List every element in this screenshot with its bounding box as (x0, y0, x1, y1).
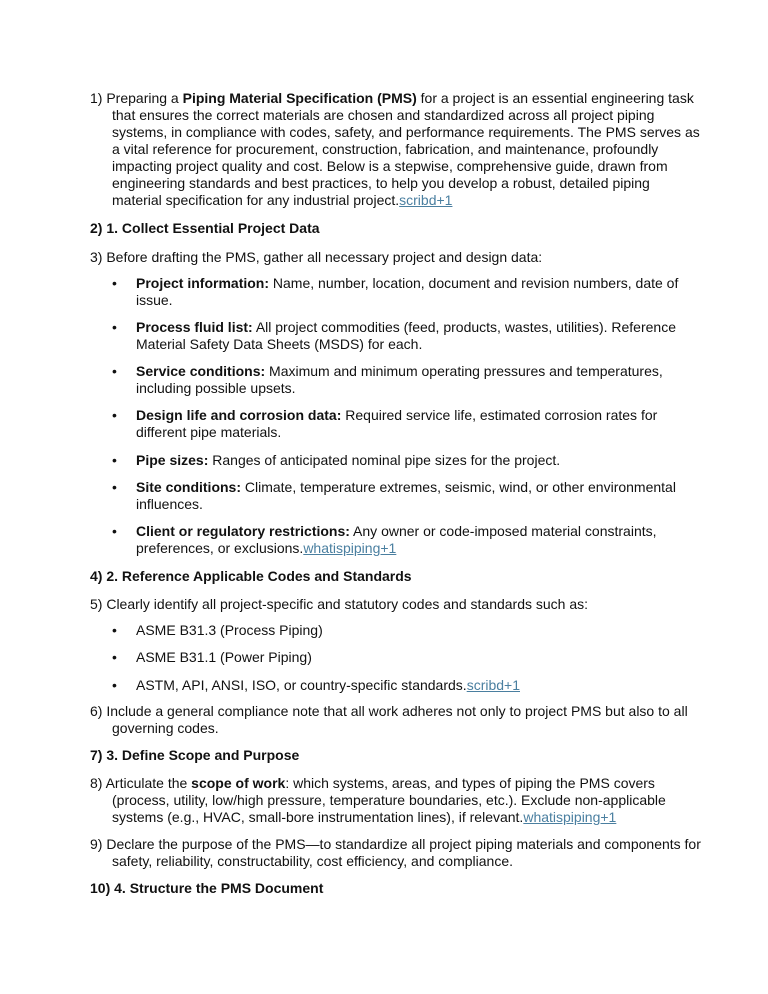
paragraph-1-prefix: 1) Preparing a (90, 90, 183, 106)
paragraph-1-text: for a project is an essential engineering task that ensures the correct materials are chosen and standardized across all project piping systems, in compliance with codes, safety, and performance requirements. The PMS serves as a vital reference for procurement, construction, fabrication, and maintenance, profoundly impacting project quality and cost. Below is a stepwise, comprehensive guide, drawn from engineering standards and best practices, to help you develop a robust, detailed piping material specification for any industrial project. (112, 90, 700, 208)
list-item (90, 275, 696, 309)
list-item (90, 677, 696, 694)
bullet-icon: • (112, 622, 117, 638)
bullet-icon: • (112, 677, 117, 693)
heading-4: 4) 2. Reference Applicable Codes and Standards (90, 568, 412, 584)
list-item-text: Required service life, estimated corrosion rates for different pipe materials. (136, 407, 658, 440)
list-item-text: All project commodities (feed, products, wastes, utilities). Reference Material Safety Data Sheets (MSDS) for each. (136, 319, 676, 352)
bullet-icon: • (112, 479, 117, 495)
paragraph-1-bold: Piping Material Specification (PMS) (182, 90, 417, 106)
list-item-bold: Pipe sizes: (136, 452, 209, 468)
paragraph-8-prefix: 8) Articulate the (90, 775, 192, 791)
paragraph-1-citation-link[interactable]: scribd+1 (399, 192, 453, 208)
list-item-bold: Design life and corrosion data: (136, 407, 342, 423)
list-item-bold: Client or regulatory restrictions: (136, 523, 350, 539)
list-item (90, 407, 696, 441)
list-item-text: ASME B31.3 (Process Piping) (136, 622, 323, 638)
bullet-icon: • (112, 319, 117, 335)
paragraph-8-text: : which systems, areas, and types of piping the PMS covers (process, utility, low/high pressure, temperature boundaries, etc.). Exclude non-applicable systems (e.g., HVAC, small-bore instrumentation lines), if relevant. (112, 775, 666, 825)
paragraph-5: 5) Clearly identify all project-specific and statutory codes and standards such as: (90, 596, 589, 612)
list-item (90, 319, 696, 353)
paragraph-8-bold: scope of work (191, 775, 286, 791)
list-item-text: Climate, temperature extremes, seismic, wind, or other environmental influences. (136, 479, 676, 512)
list-item-bold: Process fluid list: (136, 319, 253, 335)
list-item-bold: Service conditions: (136, 363, 266, 379)
list-item (90, 363, 696, 397)
list-item (90, 523, 696, 557)
bullet-icon: • (112, 407, 117, 423)
bullet-icon: • (112, 452, 117, 468)
heading-2: 2) 1. Collect Essential Project Data (90, 220, 320, 236)
paragraph-6: 6) Include a general compliance note that all work adheres not only to project PMS but also to all governing codes. (90, 703, 688, 736)
list-item-text: Maximum and minimum operating pressures and temperatures, including possible upsets. (136, 363, 663, 396)
list-item-citation-link[interactable]: scribd+1 (466, 677, 520, 693)
heading-7: 7) 3. Define Scope and Purpose (90, 747, 300, 763)
list-item-bold: Site conditions: (136, 479, 241, 495)
list-item-text: Name, number, location, document and revision numbers, date of issue. (136, 275, 679, 308)
list-item-text: ASTM, API, ANSI, ISO, or country-specific standards. (136, 677, 467, 693)
paragraph-1 (90, 90, 702, 209)
bullet-icon: • (112, 275, 117, 291)
bullet-icon: • (112, 363, 117, 379)
list-item-bold: Project information: (136, 275, 270, 291)
paragraph-9: 9) Declare the purpose of the PMS—to standardize all project piping materials and components for safety, reliability, constructability, cost efficiency, and compliance. (90, 836, 701, 869)
list-item-text: Ranges of anticipated nominal pipe sizes for the project. (208, 452, 561, 468)
list-item (90, 622, 696, 639)
list-item-citation-link[interactable]: whatispiping+1 (303, 540, 397, 556)
paragraph-8 (90, 775, 702, 826)
list-item (90, 649, 696, 666)
bullet-icon: • (112, 523, 117, 539)
bullet-icon: • (112, 649, 117, 665)
list-item-text: Any owner or code-imposed material constraints, preferences, or exclusions. (136, 523, 657, 556)
list-item-text: ASME B31.1 (Power Piping) (136, 649, 312, 665)
list-item (90, 452, 696, 469)
paragraph-3: 3) Before drafting the PMS, gather all necessary project and design data: (90, 249, 543, 265)
paragraph-8-citation-link[interactable]: whatispiping+1 (523, 809, 617, 825)
heading-10: 10) 4. Structure the PMS Document (90, 880, 324, 896)
list-item (90, 479, 696, 513)
